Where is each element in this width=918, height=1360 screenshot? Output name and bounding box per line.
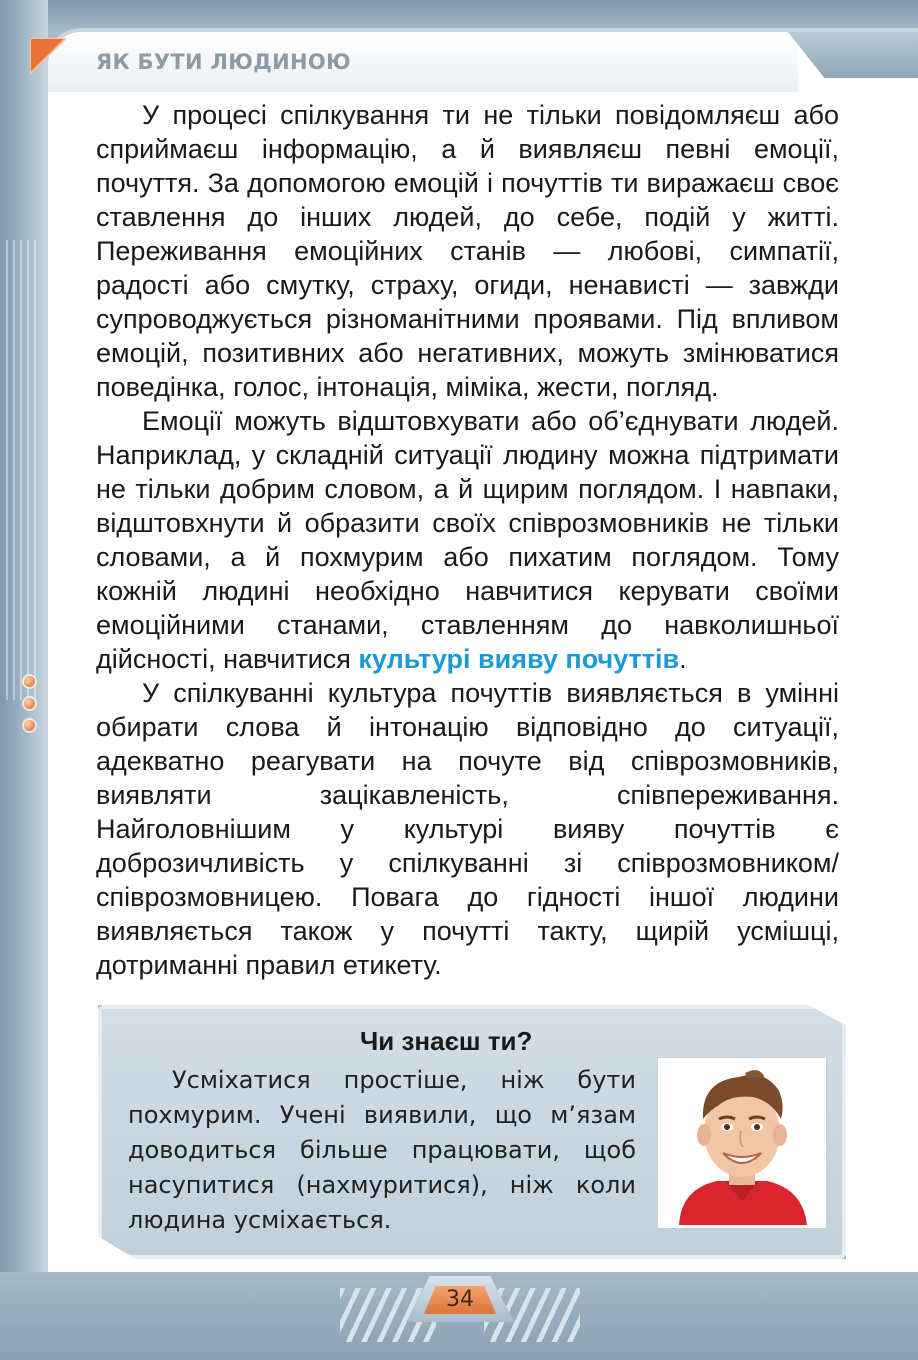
page-number: 34	[446, 1287, 474, 1312]
rail-dot-icon	[24, 676, 35, 687]
highlighted-term: культурі вияву почуттів	[358, 644, 680, 674]
paragraph-text-end: .	[679, 644, 687, 674]
rail-dot-icon	[24, 720, 35, 731]
paragraph-emotions-intro: У процесі спілкування ти не тільки повідомляєш або сприймаєш інформацію, а й виявляєш певні емоції, почуття. За допомогою емоцій і почуттів ти виражаєш своє ставлення до інших людей, до себе, подій у житті. Переживання емоційних станів — любові, симпатії, радості або смутку, страху, огиди, ненависті — завжди супроводжується різноманітними проявами. Під впливом емоцій, позитивних або негативних, можуть змінюватися поведінка, голос, інтонація, міміка, жести, погляд.	[96, 100, 839, 402]
rail-stripes	[6, 240, 40, 700]
boy-portrait-icon	[661, 1061, 823, 1225]
did-you-know-text	[128, 1063, 636, 1238]
smiling-boy-photo	[658, 1058, 826, 1228]
main-text	[96, 98, 839, 982]
paragraph-text: Емоції можуть відштовхувати або об’єднувати людей. Наприклад, у складній ситуації людину можна підтримати не тільки добрим словом, а й щирим поглядом. І навпаки, відштовхнути й образити своїх співрозмовників не тільки словами, а й похмурим або пихатим поглядом. Тому кожній людині необхідно навчитися керувати своїми емоційними станами, ставленням до навколишньої дійсності, навчитися	[96, 406, 839, 674]
top-frame-band	[0, 0, 918, 32]
page-header-title: ЯК БУТИ ЛЮДИНОЮ	[96, 50, 352, 74]
did-you-know-title: Чи знаєш ти?	[360, 1026, 533, 1056]
did-you-know-paragraph: Усміхатися простіше, ніж бути похмурим. Учені виявили, що м’язам доводиться більше працювати, щоб насупитися (нахмуритися), ніж коли людина усміхається.	[128, 1066, 636, 1234]
paragraph-culture-of-feelings: У спілкуванні культура почуттів виявляється в умінні обирати слова й інтонацію відповідно до ситуації, адекватно реагувати на почуте від співрозмовників, виявляти зацікавленість, співпереживання. Найголовнішим у культурі вияву почуттів є доброзичливість у спілкуванні зі співрозмовником/співрозмовницею. Повага до гідності іншої людини виявляється також у почутті такту, щирій усмішці, дотриманні правил етикету.	[96, 678, 839, 980]
paragraph-emotions-effect	[96, 404, 839, 676]
rail-dot-icon	[24, 698, 35, 709]
corner-triangle-icon	[30, 38, 66, 74]
